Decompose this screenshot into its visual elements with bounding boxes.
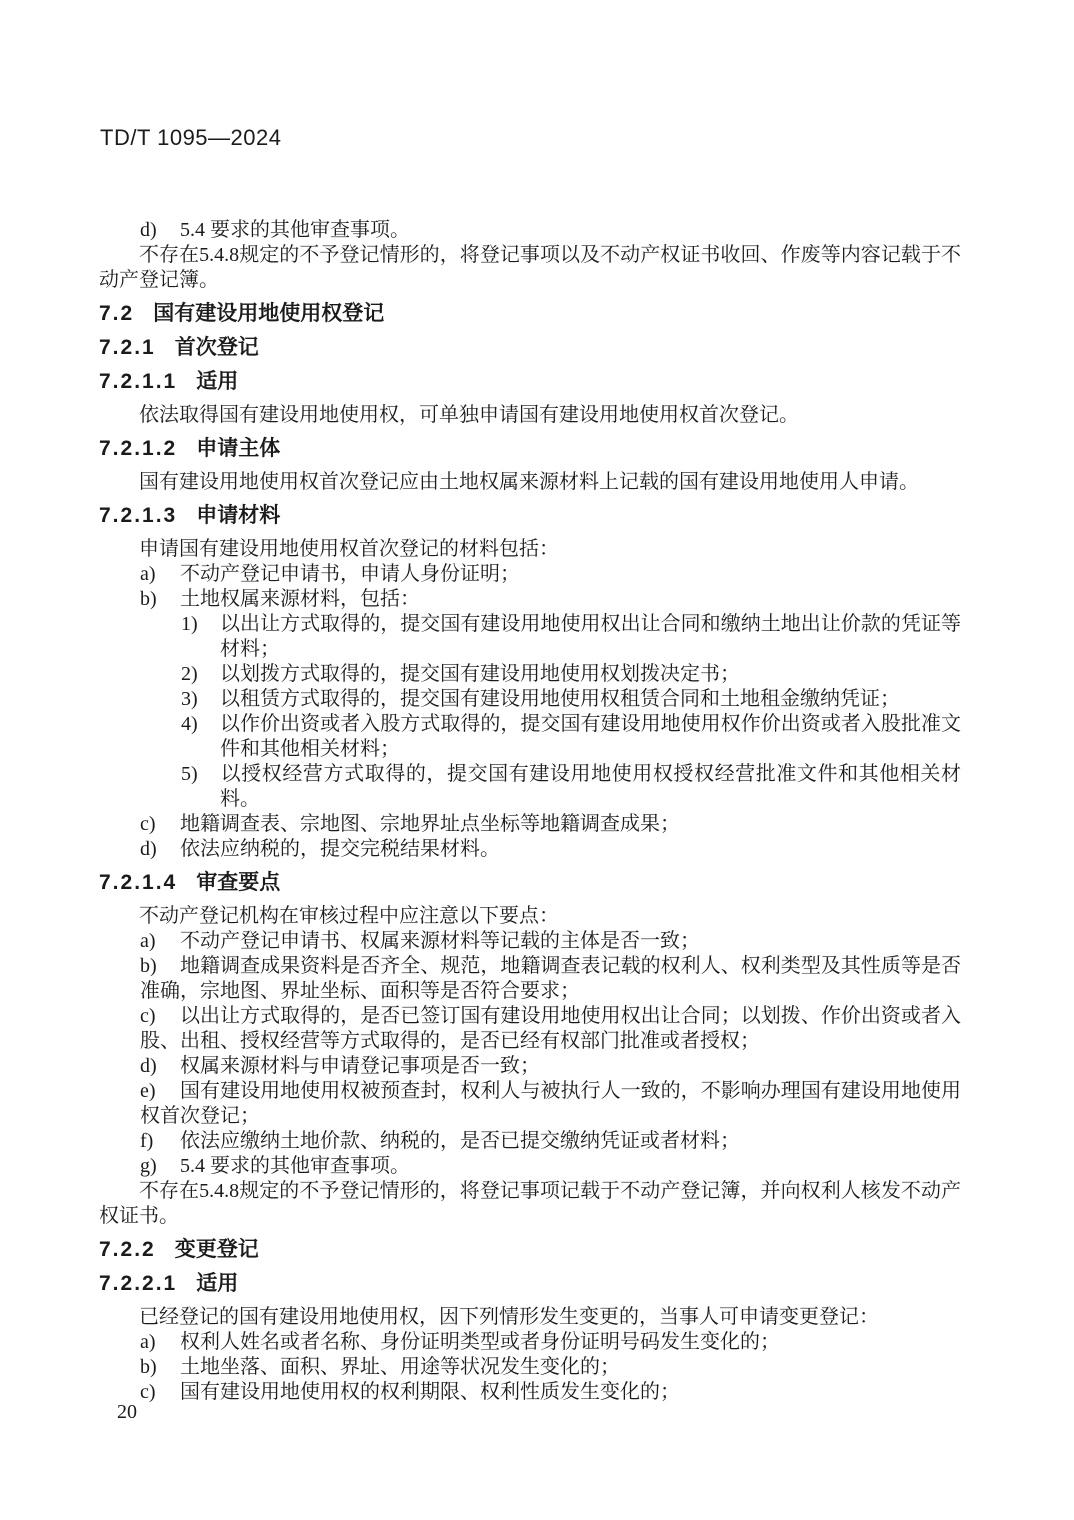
document-body bbox=[99, 218, 961, 1405]
section-title: 适用 bbox=[196, 370, 239, 393]
list-item-a-review bbox=[99, 929, 961, 954]
list-item-a-change bbox=[99, 1330, 961, 1355]
list-marker: c) bbox=[140, 1005, 156, 1027]
sublist-item-4 bbox=[99, 712, 961, 762]
list-item-text: 土地权属来源材料，包括： bbox=[180, 588, 420, 610]
section-title: 首次登记 bbox=[174, 336, 259, 359]
section-number: 7.2.1.1 bbox=[99, 370, 178, 393]
list-item-text: 地籍调查成果资料是否齐全、规范，地籍调查表记载的权利人、权利类型及其性质等是否准确，宗地图、界址坐标、面积等是否符合要求； bbox=[140, 955, 961, 1002]
list-item-d2-review bbox=[99, 1054, 961, 1079]
list-marker: d) bbox=[140, 838, 157, 860]
list-marker: d) bbox=[140, 219, 157, 241]
section-number: 7.2.1.4 bbox=[99, 871, 178, 894]
sublist-item-2 bbox=[99, 662, 961, 687]
sublist-item-1 bbox=[99, 612, 961, 662]
list-item-text: 不动产登记申请书、权属来源材料等记载的主体是否一致； bbox=[180, 930, 700, 952]
heading-7-2-1-3 bbox=[99, 503, 961, 528]
section-title: 适用 bbox=[196, 1272, 239, 1295]
paragraph-change-intro: 已经登记的国有建设用地使用权，因下列情形发生变更的，当事人可申请变更登记： bbox=[139, 1306, 879, 1328]
list-marker: g) bbox=[140, 1155, 157, 1177]
heading-7-2-1-2 bbox=[99, 436, 961, 461]
list-marker: 1) bbox=[181, 613, 198, 635]
list-item-text: 5.4 要求的其他审查事项。 bbox=[180, 1155, 410, 1177]
standard-number-header: TD/T 1095—2024 bbox=[100, 125, 282, 150]
list-item-text: 土地坐落、面积、界址、用途等状况发生变化的； bbox=[180, 1356, 620, 1378]
list-item-text: 以作价出资或者入股方式取得的，提交国有建设用地使用权作价出资或者入股批准文件和其他相关材料； bbox=[220, 713, 961, 760]
section-number: 7.2.1 bbox=[99, 336, 156, 359]
list-item-text: 依法应纳税的，提交完税结果材料。 bbox=[180, 838, 500, 860]
heading-7-2 bbox=[99, 301, 961, 326]
list-marker: b) bbox=[140, 1356, 157, 1378]
list-marker: b) bbox=[140, 588, 157, 610]
sublist-item-3 bbox=[99, 687, 961, 712]
sublist-item-5 bbox=[99, 762, 961, 812]
list-item-text: 以出让方式取得的，是否已签订国有建设用地使用权出让合同；以划拨、作价出资或者入股、出租、授权经营等方式取得的，是否已经有权部门批准或者授权； bbox=[140, 1005, 961, 1052]
list-marker: d) bbox=[140, 1055, 157, 1077]
list-item-b-materials bbox=[99, 587, 961, 612]
list-marker: b) bbox=[140, 955, 157, 977]
heading-7-2-1-4 bbox=[99, 870, 961, 895]
list-item-c-review bbox=[99, 1004, 961, 1054]
paragraph-materials-intro: 申请国有建设用地使用权首次登记的材料包括： bbox=[139, 538, 559, 560]
list-item-text: 以划拨方式取得的，提交国有建设用地使用权划拨决定书； bbox=[220, 663, 740, 685]
list-marker: 3) bbox=[181, 688, 198, 710]
list-item-text: 权利人姓名或者名称、身份证明类型或者身份证明号码发生变化的； bbox=[180, 1331, 780, 1353]
section-number: 7.2.2 bbox=[99, 1238, 156, 1261]
list-marker: a) bbox=[140, 1331, 156, 1353]
list-item-text: 国有建设用地使用权被预查封，权利人与被执行人一致的，不影响办理国有建设用地使用权首次登记； bbox=[140, 1080, 961, 1127]
section-title: 审查要点 bbox=[196, 871, 281, 894]
list-item-b-change bbox=[99, 1355, 961, 1380]
section-title: 申请材料 bbox=[196, 504, 281, 527]
list-item-text: 以授权经营方式取得的，提交国有建设用地使用权授权经营批准文件和其他相关材料。 bbox=[220, 763, 961, 810]
paragraph-applicant: 国有建设用地使用权首次登记应由土地权属来源材料上记载的国有建设用地使用人申请。 bbox=[139, 471, 919, 493]
section-title: 变更登记 bbox=[174, 1238, 259, 1261]
paragraph-applicability: 依法取得国有建设用地使用权，可单独申请国有建设用地使用权首次登记。 bbox=[139, 404, 799, 426]
list-marker: 4) bbox=[181, 713, 198, 735]
list-marker: a) bbox=[140, 930, 156, 952]
list-marker: c) bbox=[140, 813, 156, 835]
list-item-c-change bbox=[99, 1380, 961, 1405]
paragraph-review-intro: 不动产登记机构在审核过程中应注意以下要点： bbox=[139, 905, 559, 927]
list-item-a-materials bbox=[99, 562, 961, 587]
list-item-text: 地籍调查表、宗地图、宗地界址点坐标等地籍调查成果； bbox=[180, 813, 680, 835]
section-number: 7.2.1.3 bbox=[99, 504, 178, 527]
list-item-d-materials bbox=[99, 837, 961, 862]
list-item-text: 5.4 要求的其他审查事项。 bbox=[180, 219, 410, 241]
section-title: 申请主体 bbox=[196, 437, 281, 460]
heading-7-2-2-1 bbox=[99, 1271, 961, 1296]
paragraph-certificate-issue: 不存在5.4.8规定的不予登记情形的，将登记事项记载于不动产登记簿，并向权利人核发不动产权证书。 bbox=[99, 1180, 961, 1227]
section-number: 7.2.2.1 bbox=[99, 1272, 178, 1295]
list-item-text: 权属来源材料与申请登记事项是否一致； bbox=[180, 1055, 540, 1077]
section-number: 7.2 bbox=[99, 302, 135, 325]
list-marker: f) bbox=[140, 1130, 154, 1152]
page-number: 20 bbox=[117, 1401, 137, 1423]
list-item-b-review bbox=[99, 954, 961, 1004]
heading-7-2-2 bbox=[99, 1237, 961, 1262]
list-item-d-review bbox=[99, 218, 961, 243]
list-item-text: 以出让方式取得的，提交国有建设用地使用权出让合同和缴纳土地出让价款的凭证等材料； bbox=[220, 613, 961, 660]
list-item-g-review bbox=[99, 1154, 961, 1179]
list-item-e-review bbox=[99, 1079, 961, 1129]
heading-7-2-1 bbox=[99, 335, 961, 360]
heading-7-2-1-1 bbox=[99, 369, 961, 394]
list-item-f-review bbox=[99, 1129, 961, 1154]
list-item-text: 依法应缴纳土地价款、纳税的，是否已提交缴纳凭证或者材料； bbox=[180, 1130, 740, 1152]
section-title: 国有建设用地使用权登记 bbox=[153, 302, 385, 325]
list-item-text: 国有建设用地使用权的权利期限、权利性质发生变化的； bbox=[180, 1381, 680, 1403]
paragraph-registration-record: 不存在5.4.8规定的不予登记情形的，将登记事项以及不动产权证书收回、作废等内容记载于不动产登记簿。 bbox=[99, 244, 961, 291]
list-marker: a) bbox=[140, 563, 156, 585]
list-item-text: 以租赁方式取得的，提交国有建设用地使用权租赁合同和土地租金缴纳凭证； bbox=[220, 688, 900, 710]
list-marker: e) bbox=[140, 1080, 156, 1102]
list-item-text: 不动产登记申请书，申请人身份证明； bbox=[180, 563, 520, 585]
section-number: 7.2.1.2 bbox=[99, 437, 178, 460]
list-item-c-materials bbox=[99, 812, 961, 837]
list-marker: 2) bbox=[181, 663, 198, 685]
list-marker: 5) bbox=[181, 763, 198, 785]
list-marker: c) bbox=[140, 1381, 156, 1403]
